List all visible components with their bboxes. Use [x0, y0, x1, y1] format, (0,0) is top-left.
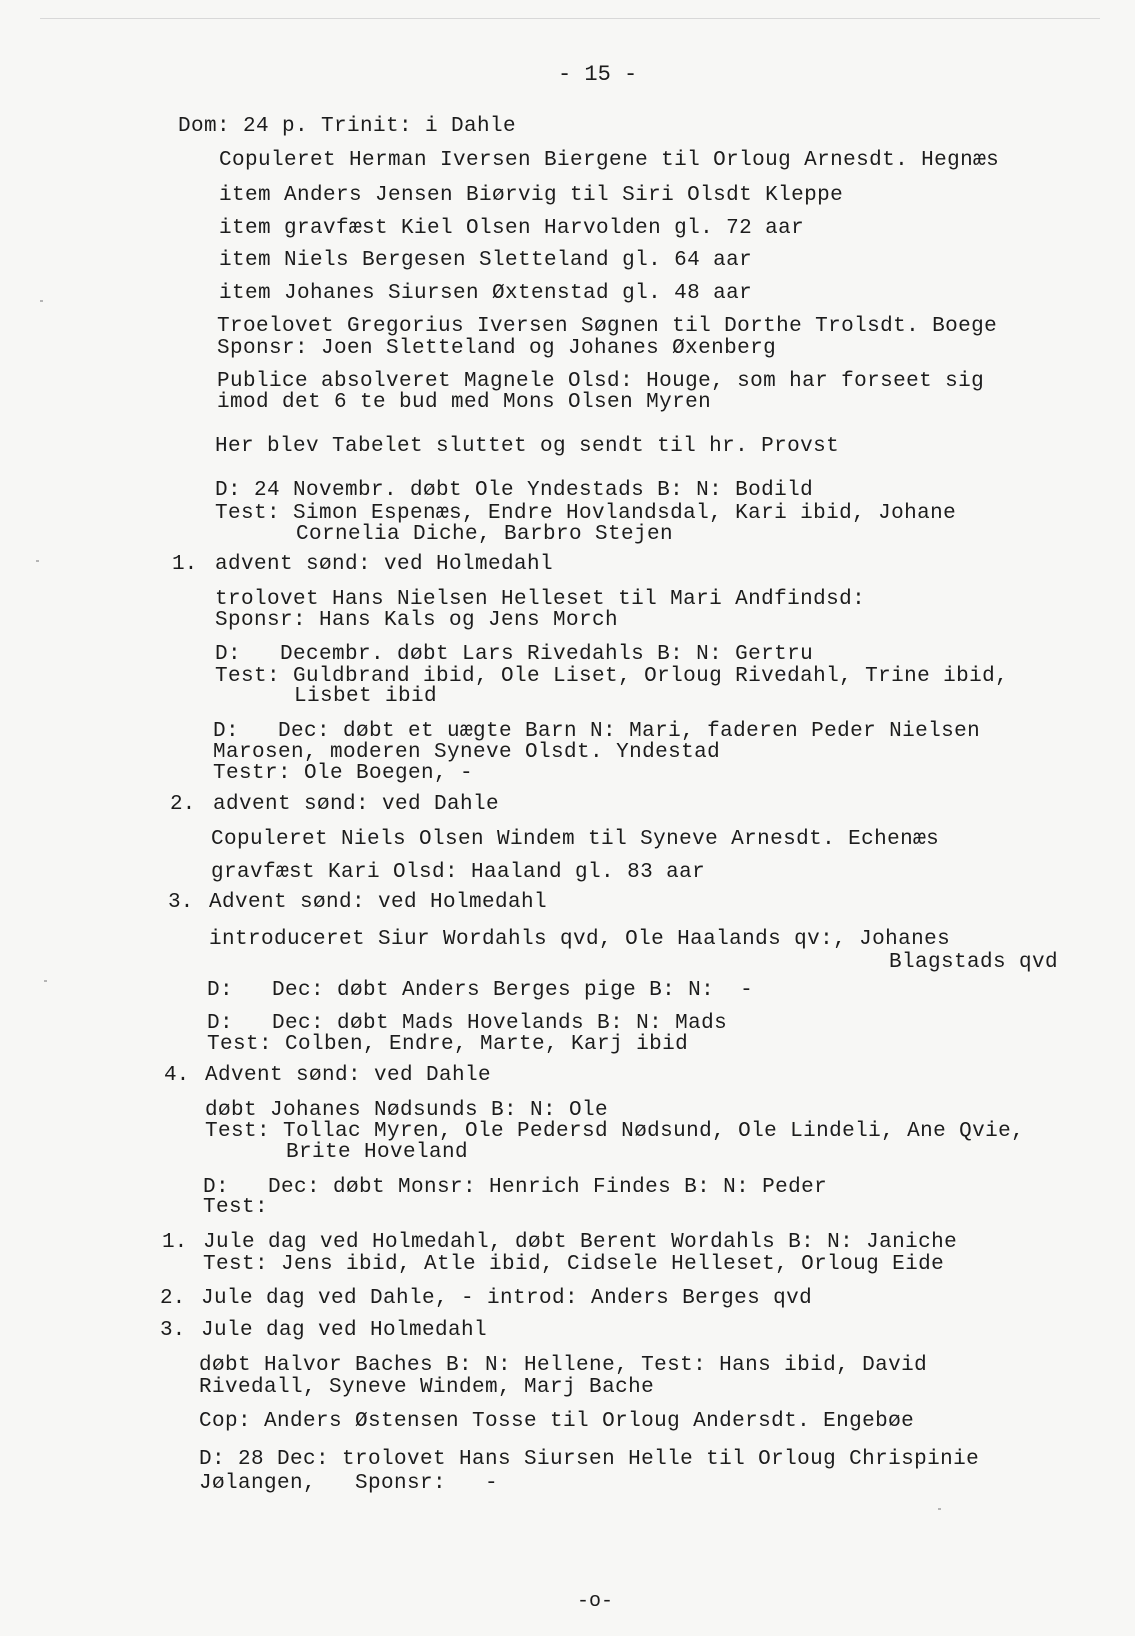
text-line: Test: Colben, Endre, Marte, Karj ibid [207, 1033, 689, 1056]
text-line: Test: Guldbrand ibid, Ole Liset, Orloug Rivedahl, Trine ibid, [215, 665, 1009, 688]
text-line: døbt Johanes Nødsunds B: N: Ole [205, 1099, 609, 1122]
text-line: gravfæst Kari Olsd: Haaland gl. 83 aar [211, 861, 706, 884]
scan-speck [36, 560, 39, 562]
text-line: Lisbet ibid [294, 685, 438, 708]
text-line: Test: Jens ibid, Atle ibid, Cidsele Helleset, Orloug Eide [203, 1253, 945, 1276]
section-heading: advent sønd: ved Dahle [213, 793, 500, 816]
text-line: Copuleret Niels Olsen Windem til Syneve Arnesdt. Echenæs [211, 828, 940, 851]
page-footer: -o- [577, 1590, 614, 1613]
text-line: item gravfæst Kiel Olsen Harvolden gl. 72 aar [219, 217, 805, 240]
section-number: 1. [172, 553, 198, 576]
text-line: trolovet Hans Nielsen Helleset til Mari Andfindsd: [215, 588, 866, 611]
text-line: item Johanes Siursen Øxtenstad gl. 48 aar [219, 282, 753, 305]
text-line: Rivedall, Syneve Windem, Marj Bache [199, 1376, 655, 1399]
text-line: D: 28 Dec: trolovet Hans Siursen Helle til Orloug Chrispinie [199, 1448, 980, 1471]
text-line: D: Decembr. døbt Lars Rivedahls B: N: Gertru [215, 643, 814, 666]
text-line: D: Dec: døbt Anders Berges pige B: N: - [207, 979, 754, 1002]
text-line: Cop: Anders Østensen Tosse til Orloug Andersdt. Engebøe [199, 1410, 915, 1433]
text-line: D: Dec: døbt et uægte Barn N: Mari, faderen Peder Nielsen [213, 720, 981, 743]
text-line: Brite Hoveland [286, 1141, 469, 1164]
text-line: døbt Halvor Baches B: N: Hellene, Test: Hans ibid, David [199, 1354, 928, 1377]
section-number: 4. [164, 1064, 190, 1087]
section-number: 3. [160, 1319, 186, 1342]
section-heading: Jule dag ved Dahle, - introd: Anders Berges qvd [201, 1287, 813, 1310]
text-line: Test: [203, 1196, 269, 1219]
text-line: D: Dec: døbt Monsr: Henrich Findes B: N: Peder [203, 1176, 828, 1199]
section-heading: advent sønd: ved Holmedahl [215, 553, 554, 576]
section-heading: Jule dag ved Holmedahl [201, 1319, 488, 1342]
text-line: Testr: Ole Boegen, - [213, 762, 474, 785]
text-line: Troelovet Gregorius Iversen Søgnen til Dorthe Trolsdt. Boege [217, 315, 998, 338]
text-line: Cornelia Diche, Barbro Stejen [296, 523, 674, 546]
text-line: Blagstads qvd [889, 951, 1059, 974]
section-number: 1. [162, 1231, 188, 1254]
scan-speck [40, 300, 43, 302]
text-line: Her blev Tabelet sluttet og sendt til hr. Provst [215, 435, 840, 458]
section-heading: Advent sønd: ved Dahle [205, 1064, 492, 1087]
text-line: D: 24 Novembr. døbt Ole Yndestads B: N: Bodild [215, 479, 814, 502]
text-line: introduceret Siur Wordahls qvd, Ole Haalands qv:, Johanes [209, 928, 951, 951]
text-line: D: Dec: døbt Mads Hovelands B: N: Mads [207, 1012, 728, 1035]
text-line: Dom: 24 p. Trinit: i Dahle [178, 115, 517, 138]
text-line: Sponsr: Hans Kals og Jens Morch [215, 609, 619, 632]
section-number: 3. [168, 891, 194, 914]
text-line: Copuleret Herman Iversen Biergene til Orloug Arnesdt. Hegnæs [219, 149, 1000, 172]
text-line: Jølangen, Sponsr: - [199, 1472, 499, 1495]
text-line: Publice absolveret Magnele Olsd: Houge, som har forseet sig [217, 370, 985, 393]
page-number: - 15 - [558, 62, 638, 87]
scan-edge-line [40, 18, 1100, 19]
text-line: Sponsr: Joen Sletteland og Johanes Øxenberg [217, 337, 777, 360]
text-line: Test: Tollac Myren, Ole Pedersd Nødsund, Ole Lindeli, Ane Qvie, [205, 1120, 1025, 1143]
text-line: item Anders Jensen Biørvig til Siri Olsdt Kleppe [219, 184, 844, 207]
scan-speck [44, 980, 47, 982]
section-heading: Jule dag ved Holmedahl, døbt Berent Wordahls B: N: Janiche [203, 1231, 958, 1254]
section-heading: Advent sønd: ved Holmedahl [209, 891, 548, 914]
text-line: item Niels Bergesen Sletteland gl. 64 aar [219, 249, 753, 272]
section-number: 2. [170, 793, 196, 816]
scan-speck [938, 1508, 941, 1510]
section-number: 2. [160, 1287, 186, 1310]
text-line: imod det 6 te bud med Mons Olsen Myren [217, 391, 712, 414]
text-line: Marosen, moderen Syneve Olsdt. Yndestad [213, 741, 721, 764]
text-line: Test: Simon Espenæs, Endre Hovlandsdal, Kari ibid, Johane [215, 502, 957, 525]
